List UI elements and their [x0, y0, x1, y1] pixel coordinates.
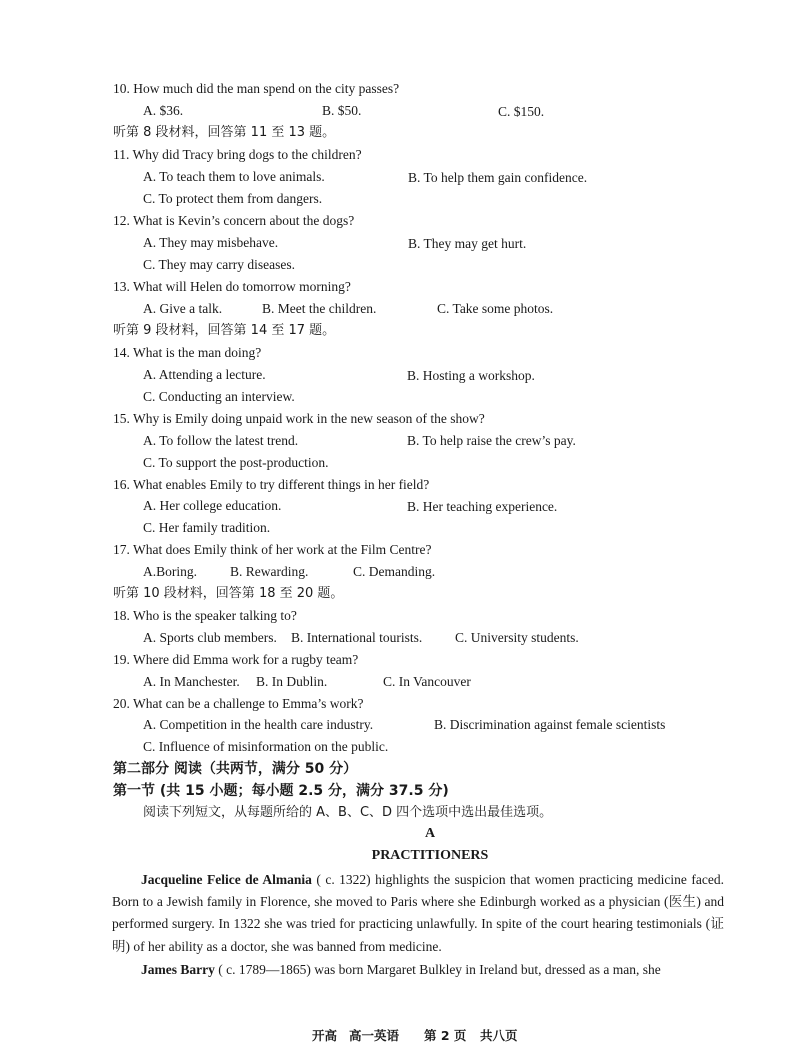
- section-one-heading: 第一节 (共 15 小题；每小题 2.5 分，满分 37.5 分): [113, 783, 449, 799]
- paragraph-1-text: ( c. 1322) highlights the suspicion that women practicing medicine faced. Born to a Jewish family in Florence, she moved to Paris where she Edinburgh worked as a physician (医生) and performed surgery. In 1322 she was tried for practicing unlawfully. In spite of the court hearing testimonials (证明) of her ability as a doctor, she was banned from medicine.: [112, 872, 724, 954]
- question-10-option-b: B. $50.: [322, 103, 362, 118]
- question-13-option-b: B. Meet the children.: [262, 301, 377, 316]
- footer-page-number: 第 2 页: [424, 1028, 467, 1043]
- question-17-stem: 17. What does Emily think of her work at the Film Centre?: [113, 542, 432, 557]
- question-13-option-a: A. Give a talk.: [143, 301, 223, 316]
- question-19-option-a: A. In Manchester.: [143, 674, 240, 689]
- question-10-option-c: C. $150.: [498, 104, 545, 119]
- question-15-option-b: B. To help raise the crew’s pay.: [407, 433, 576, 448]
- question-17-option-b: B. Rewarding.: [230, 564, 309, 579]
- question-20-stem: 20. What can be a challenge to Emma’s work?: [113, 696, 364, 711]
- question-16-option-a: A. Her college education.: [143, 498, 282, 513]
- question-12-stem: 12. What is Kevin’s concern about the dogs?: [113, 213, 355, 228]
- question-12-option-a: A. They may misbehave.: [143, 235, 279, 250]
- passage-paragraph-2: [112, 959, 724, 981]
- question-16-stem: 16. What enables Emily to try different things in her field?: [113, 477, 430, 492]
- question-15-stem: 15. Why is Emily doing unpaid work in the new season of the show?: [113, 411, 485, 426]
- question-12-option-b: B. They may get hurt.: [408, 236, 527, 251]
- question-14-option-c: C. Conducting an interview.: [143, 389, 295, 404]
- question-18-option-a: A. Sports club members.: [143, 630, 277, 645]
- reading-directions: 阅读下列短文，从每题所给的 A、B、C、D 四个选项中选出最佳选项。: [143, 805, 553, 820]
- question-16-option-b: B. Her teaching experience.: [407, 499, 558, 514]
- person-name-almania: Jacqueline Felice de Almania: [141, 872, 312, 887]
- question-12-option-c: C. They may carry diseases.: [143, 257, 295, 272]
- material-10-instruction: 听第 10 段材料，回答第 18 至 20 题。: [113, 586, 344, 601]
- question-14-option-a: A. Attending a lecture.: [143, 367, 266, 382]
- question-13-stem: 13. What will Helen do tomorrow morning?: [113, 279, 351, 294]
- question-11-stem: 11. Why did Tracy bring dogs to the children?: [113, 147, 362, 162]
- question-10-stem: 10. How much did the man spend on the city passes?: [113, 81, 400, 96]
- question-18-option-c: C. University students.: [455, 630, 579, 645]
- passage-letter: A: [424, 826, 436, 841]
- question-19-stem: 19. Where did Emma work for a rugby team?: [113, 652, 359, 667]
- question-20-option-b: B. Discrimination against female scientists: [434, 717, 666, 732]
- footer-total-pages: 共八页: [480, 1028, 518, 1043]
- footer-school: 开高: [312, 1028, 338, 1043]
- question-19-option-c: C. In Vancouver: [383, 674, 471, 689]
- person-name-barry: James Barry: [141, 962, 215, 977]
- material-8-instruction: 听第 8 段材料，回答第 11 至 13 题。: [113, 125, 336, 140]
- question-17-option-a: A.Boring.: [143, 564, 197, 579]
- question-18-option-b: B. International tourists.: [291, 630, 423, 645]
- question-20-option-a: A. Competition in the health care industry.: [143, 717, 374, 732]
- question-10-option-a: A. $36.: [143, 103, 184, 118]
- question-16-option-c: C. Her family tradition.: [143, 520, 271, 535]
- passage-paragraph-1: [112, 869, 724, 958]
- question-11-option-c: C. To protect them from dangers.: [143, 191, 323, 206]
- question-14-stem: 14. What is the man doing?: [113, 345, 262, 360]
- question-15-option-a: A. To follow the latest trend.: [143, 433, 299, 448]
- footer-subject: 高一英语: [349, 1028, 400, 1043]
- material-9-instruction: 听第 9 段材料，回答第 14 至 17 题。: [113, 323, 336, 338]
- question-11-option-a: A. To teach them to love animals.: [143, 169, 325, 184]
- passage-title: PRACTITIONERS: [371, 848, 489, 863]
- question-14-option-b: B. Hosting a workshop.: [407, 368, 535, 383]
- question-15-option-c: C. To support the post-production.: [143, 455, 329, 470]
- question-19-option-b: B. In Dublin.: [256, 674, 328, 689]
- question-13-option-c: C. Take some photos.: [437, 301, 554, 316]
- paragraph-2-text: ( c. 1789—1865) was born Margaret Bulkley in Ireland but, dressed as a man, she: [214, 962, 661, 977]
- question-17-option-c: C. Demanding.: [353, 564, 436, 579]
- question-20-option-c: C. Influence of misinformation on the public.: [143, 739, 389, 754]
- question-18-stem: 18. Who is the speaker talking to?: [113, 608, 297, 623]
- part-two-heading: 第二部分 阅读（共两节，满分 50 分）: [113, 761, 358, 777]
- question-11-option-b: B. To help them gain confidence.: [408, 170, 588, 185]
